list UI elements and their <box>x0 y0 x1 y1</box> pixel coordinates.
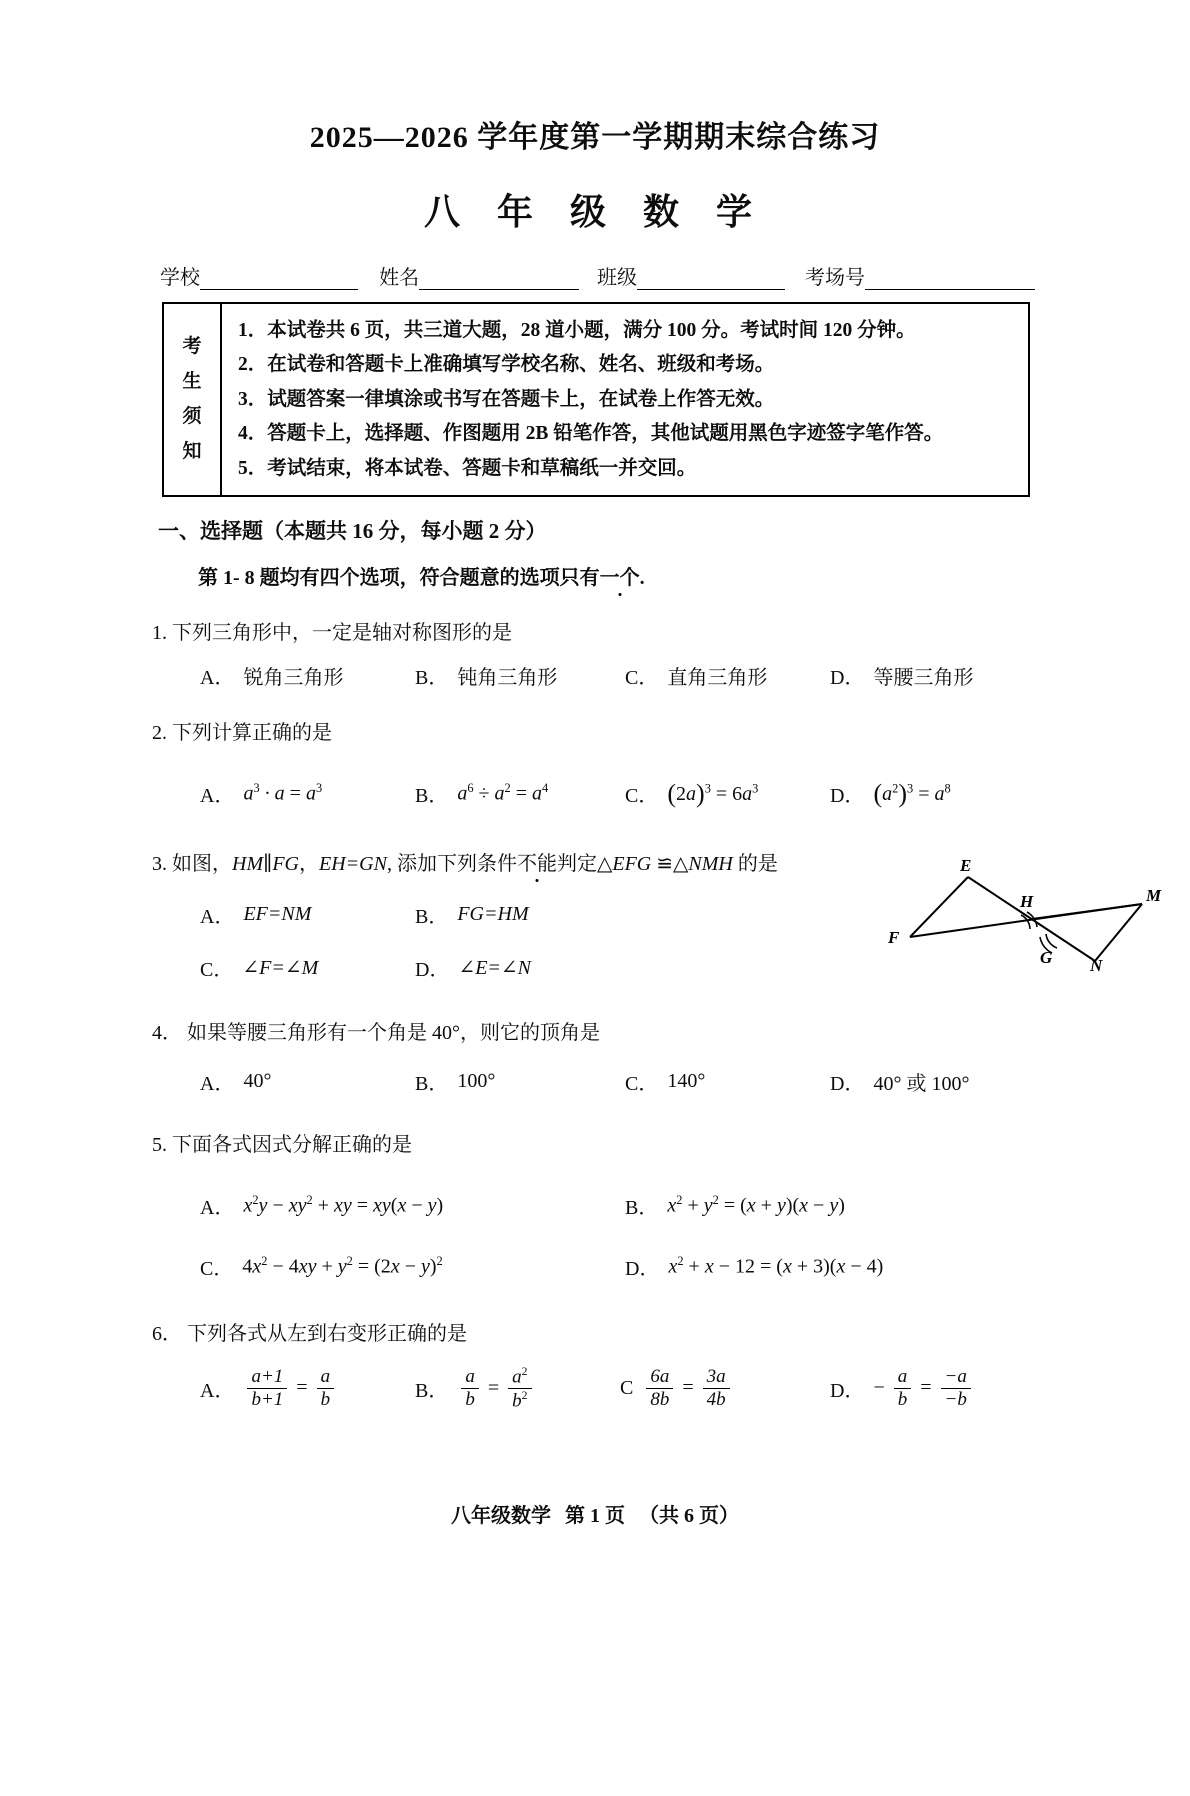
question-1-options <box>152 661 1190 690</box>
question-2-option-b[interactable] <box>415 779 625 809</box>
figure-label-H: H <box>1020 891 1034 911</box>
question-6-text: 下列各式从左到右变形正确的是 <box>187 1322 467 1345</box>
option-math: $a^3 \cdot a = a^3$ <box>243 781 323 805</box>
question-6-option-d[interactable] <box>830 1367 975 1411</box>
question-3-figure <box>880 859 1170 976</box>
field-school-blank[interactable] <box>200 270 358 290</box>
footer-page: 第 1 页 <box>565 1505 625 1527</box>
option-label: C． <box>625 1072 659 1095</box>
field-class-blank[interactable] <box>637 270 785 290</box>
field-class <box>597 261 785 290</box>
option-text: 锐角三角形 <box>243 666 344 689</box>
option-math: $\frac{6a}{8b}$ = $\frac{3a}{4b}$ <box>642 1367 733 1411</box>
question-3-pre: 如图， <box>172 852 232 875</box>
section-subheading-emphasis: 一个 <box>599 566 640 589</box>
question-6-number: 6． <box>152 1322 182 1345</box>
question-6-option-b[interactable] <box>415 1366 620 1413</box>
figure-label-M: M <box>1146 885 1162 905</box>
notice-item: 3．试题答案一律填涂或书写在答题卡上，在试卷上作答无效。 <box>238 388 775 410</box>
question-6-option-c[interactable] <box>620 1367 830 1411</box>
question-5 <box>152 1132 1190 1281</box>
question-5-option-a[interactable] <box>200 1191 625 1220</box>
option-label: B． <box>415 905 449 928</box>
option-math: $(a^2)^3 = a^8$ <box>873 778 951 808</box>
congruent-triangles-diagram <box>880 859 1170 971</box>
field-name-label: 姓名 <box>379 267 420 289</box>
field-name <box>379 261 579 290</box>
question-3-emphasis: 不能 <box>516 852 557 875</box>
question-2-text: 下列计算正确的是 <box>172 721 332 744</box>
option-text: 100° <box>457 1069 496 1092</box>
question-5-option-b[interactable] <box>625 1191 845 1220</box>
figure-label-E: E <box>960 858 972 875</box>
section-subheading-pre: 第 1- 8 题均有四个选项，符合题意的选项只有 <box>198 566 600 589</box>
option-label: A． <box>200 1380 235 1403</box>
question-2-option-c[interactable] <box>625 779 830 809</box>
option-label: D． <box>415 958 450 981</box>
question-4-option-c[interactable] <box>625 1067 830 1096</box>
option-label: A． <box>200 666 235 689</box>
option-math: $x^2y - xy^2$ + xy = xy(x − y) <box>243 1192 444 1217</box>
option-math: $x^2 + x - 12 = (x + 3)(x - 4)$ <box>668 1253 884 1278</box>
option-math: ∠E=∠N <box>458 956 532 979</box>
option-label: B． <box>415 1072 449 1095</box>
question-1-stem <box>152 620 1190 647</box>
question-4-options <box>152 1067 1190 1096</box>
question-1-text: 下列三角形中，一定是轴对称图形的是 <box>172 621 512 644</box>
notice-side-label <box>164 304 222 495</box>
student-info-row <box>0 261 1190 290</box>
question-5-option-c[interactable] <box>200 1252 625 1281</box>
question-3-option-b[interactable] <box>415 900 529 929</box>
notice-side-char-1: 考 <box>182 335 202 357</box>
notice-side-char-4: 知 <box>182 441 202 463</box>
question-4-text: 如果等腰三角形有一个角是 40°，则它的顶角是 <box>187 1021 600 1044</box>
option-math: $\frac{a+1}{b+1}$ = $\frac{a}{b}$ <box>243 1367 338 1411</box>
option-label: C． <box>625 666 659 689</box>
option-label: B． <box>415 666 449 689</box>
question-2-options <box>152 779 1190 809</box>
question-6-options <box>152 1366 1190 1413</box>
field-school <box>160 261 358 290</box>
field-room-blank[interactable] <box>865 270 1035 290</box>
subject-title: 八 年 级 数 学 <box>423 192 766 232</box>
option-label: D． <box>830 785 865 807</box>
field-school-label: 学校 <box>160 267 200 289</box>
figure-label-N: N <box>1090 955 1103 971</box>
question-3-math-2: EH=GN <box>319 852 387 875</box>
question-2-stem <box>152 720 1190 747</box>
notice-box <box>162 302 1030 497</box>
field-name-blank[interactable] <box>419 270 579 290</box>
question-3-mid-1: ， <box>299 852 320 875</box>
question-3-post: 的是 <box>732 852 778 875</box>
option-text: 140° <box>667 1069 706 1092</box>
option-label: D． <box>625 1257 660 1280</box>
option-label: B． <box>415 785 449 807</box>
question-3-option-c[interactable] <box>200 953 415 982</box>
notice-side-char-3: 须 <box>182 406 202 428</box>
option-math: − $\frac{a}{b}$ = $\frac{-a}{-b}$ <box>873 1367 974 1411</box>
option-label: C <box>620 1377 634 1400</box>
section-subheading-post: . <box>639 566 645 589</box>
question-3-mid-2: , 添加下列条件 <box>386 852 517 875</box>
question-1 <box>152 620 1190 690</box>
question-5-options-row2 <box>152 1252 1190 1281</box>
question-2-option-a[interactable] <box>200 779 415 809</box>
question-2 <box>152 720 1190 809</box>
notice-item: 4．答题卡上，选择题、作图题用 2B 铅笔作答，其他试题用黑色字迹签字笔作答。 <box>238 423 944 444</box>
option-math: $a^6 \div a^2 = a^4$ <box>457 781 549 805</box>
option-label: A． <box>200 785 235 807</box>
question-3-option-a[interactable] <box>200 900 415 929</box>
figure-label-F: F <box>888 927 900 947</box>
question-4 <box>152 1020 1190 1096</box>
option-label: B． <box>415 1380 449 1403</box>
field-room-label: 考场号 <box>805 267 865 289</box>
option-label: A． <box>200 905 235 928</box>
option-text: 直角三角形 <box>667 666 768 689</box>
question-4-stem <box>152 1020 1190 1047</box>
page-title: 2025—2026 学年度第一学期期末综合练习 <box>309 121 881 154</box>
option-text: 40° <box>243 1069 272 1092</box>
footer-total: （共 6 页） <box>639 1505 739 1527</box>
option-text: 钝角三角形 <box>457 666 558 689</box>
question-3-option-d[interactable] <box>415 953 531 982</box>
option-text: 40° 或 100° <box>873 1072 970 1095</box>
question-3-math-3: EFG <box>612 852 652 875</box>
footer-subject: 八年级数学 <box>451 1505 551 1527</box>
question-5-options-row1 <box>152 1191 1190 1220</box>
section-subheading <box>198 561 1190 590</box>
field-class-label: 班级 <box>596 267 637 289</box>
question-5-number: 5. <box>152 1133 167 1156</box>
question-5-stem <box>152 1132 1190 1159</box>
exam-page <box>0 112 1190 1796</box>
page-footer <box>0 1499 1190 1528</box>
question-6-stem <box>152 1321 1190 1348</box>
question-2-number: 2. <box>152 721 167 744</box>
question-5-text: 下面各式因式分解正确的是 <box>172 1133 412 1156</box>
option-math: ∠F=∠M <box>242 956 319 979</box>
question-1-option-d[interactable] <box>830 661 973 690</box>
option-label: D． <box>830 666 865 689</box>
notice-item: 2．在试卷和答题卡上准确填写学校名称、姓名、班级和考场。 <box>238 354 775 375</box>
question-3-mid-3: 判定△ <box>556 852 613 875</box>
question-1-number: 1. <box>152 621 167 644</box>
question-1-option-b[interactable] <box>415 661 625 690</box>
option-math: $(2a)^3 = 6a^3$ <box>667 778 759 808</box>
question-3 <box>152 851 1190 982</box>
question-3-math-1: HM∥FG <box>232 852 300 875</box>
option-text: 等腰三角形 <box>873 666 974 689</box>
question-4-number: 4． <box>152 1021 182 1044</box>
option-math: EF=NM <box>243 902 312 925</box>
question-5-option-d[interactable] <box>625 1252 883 1281</box>
question-2-option-d[interactable] <box>830 779 951 809</box>
section-heading: 一、选择题（本题共 16 分，每小题 2 分） <box>158 518 547 543</box>
question-6 <box>152 1321 1190 1413</box>
question-4-option-b[interactable] <box>415 1067 625 1096</box>
option-label: C． <box>200 1257 234 1280</box>
question-3-math-4: NMH <box>688 852 733 875</box>
option-label: C． <box>625 785 659 807</box>
option-math: $\frac{a}{b}$ = $\frac{a^2}{b^2}$ <box>457 1366 535 1413</box>
question-3-cong: ≌△ <box>651 852 689 875</box>
question-3-number: 3. <box>152 852 167 875</box>
notice-body <box>222 304 1028 495</box>
field-room <box>805 261 1035 290</box>
option-label: C． <box>200 958 234 981</box>
option-label: A． <box>200 1072 235 1095</box>
question-6-option-a[interactable] <box>200 1367 415 1411</box>
option-math: FG=HM <box>457 902 529 925</box>
option-math: $x^2 + y^2 = (x + y)(x - y)$ <box>667 1192 845 1217</box>
option-label: A． <box>200 1196 235 1219</box>
question-4-option-d[interactable] <box>830 1067 969 1096</box>
option-label: B． <box>625 1196 659 1219</box>
question-4-option-a[interactable] <box>200 1067 415 1096</box>
option-label: D． <box>830 1072 865 1095</box>
figure-label-G: G <box>1040 947 1053 967</box>
notice-item: 5．考试结束，将本试卷、答题卡和草稿纸一并交回。 <box>238 457 697 479</box>
question-1-option-a[interactable] <box>200 661 415 690</box>
question-1-option-c[interactable] <box>625 661 830 690</box>
notice-item: 1．本试卷共 6 页，共三道大题，28 道小题，满分 100 分。考试时间 120 分钟。 <box>238 319 916 341</box>
option-label: D． <box>830 1380 865 1403</box>
notice-side-char-2: 生 <box>182 371 202 393</box>
option-math: $4x^2 - 4xy + y^2 = (2x - y)^2$ <box>242 1253 443 1278</box>
